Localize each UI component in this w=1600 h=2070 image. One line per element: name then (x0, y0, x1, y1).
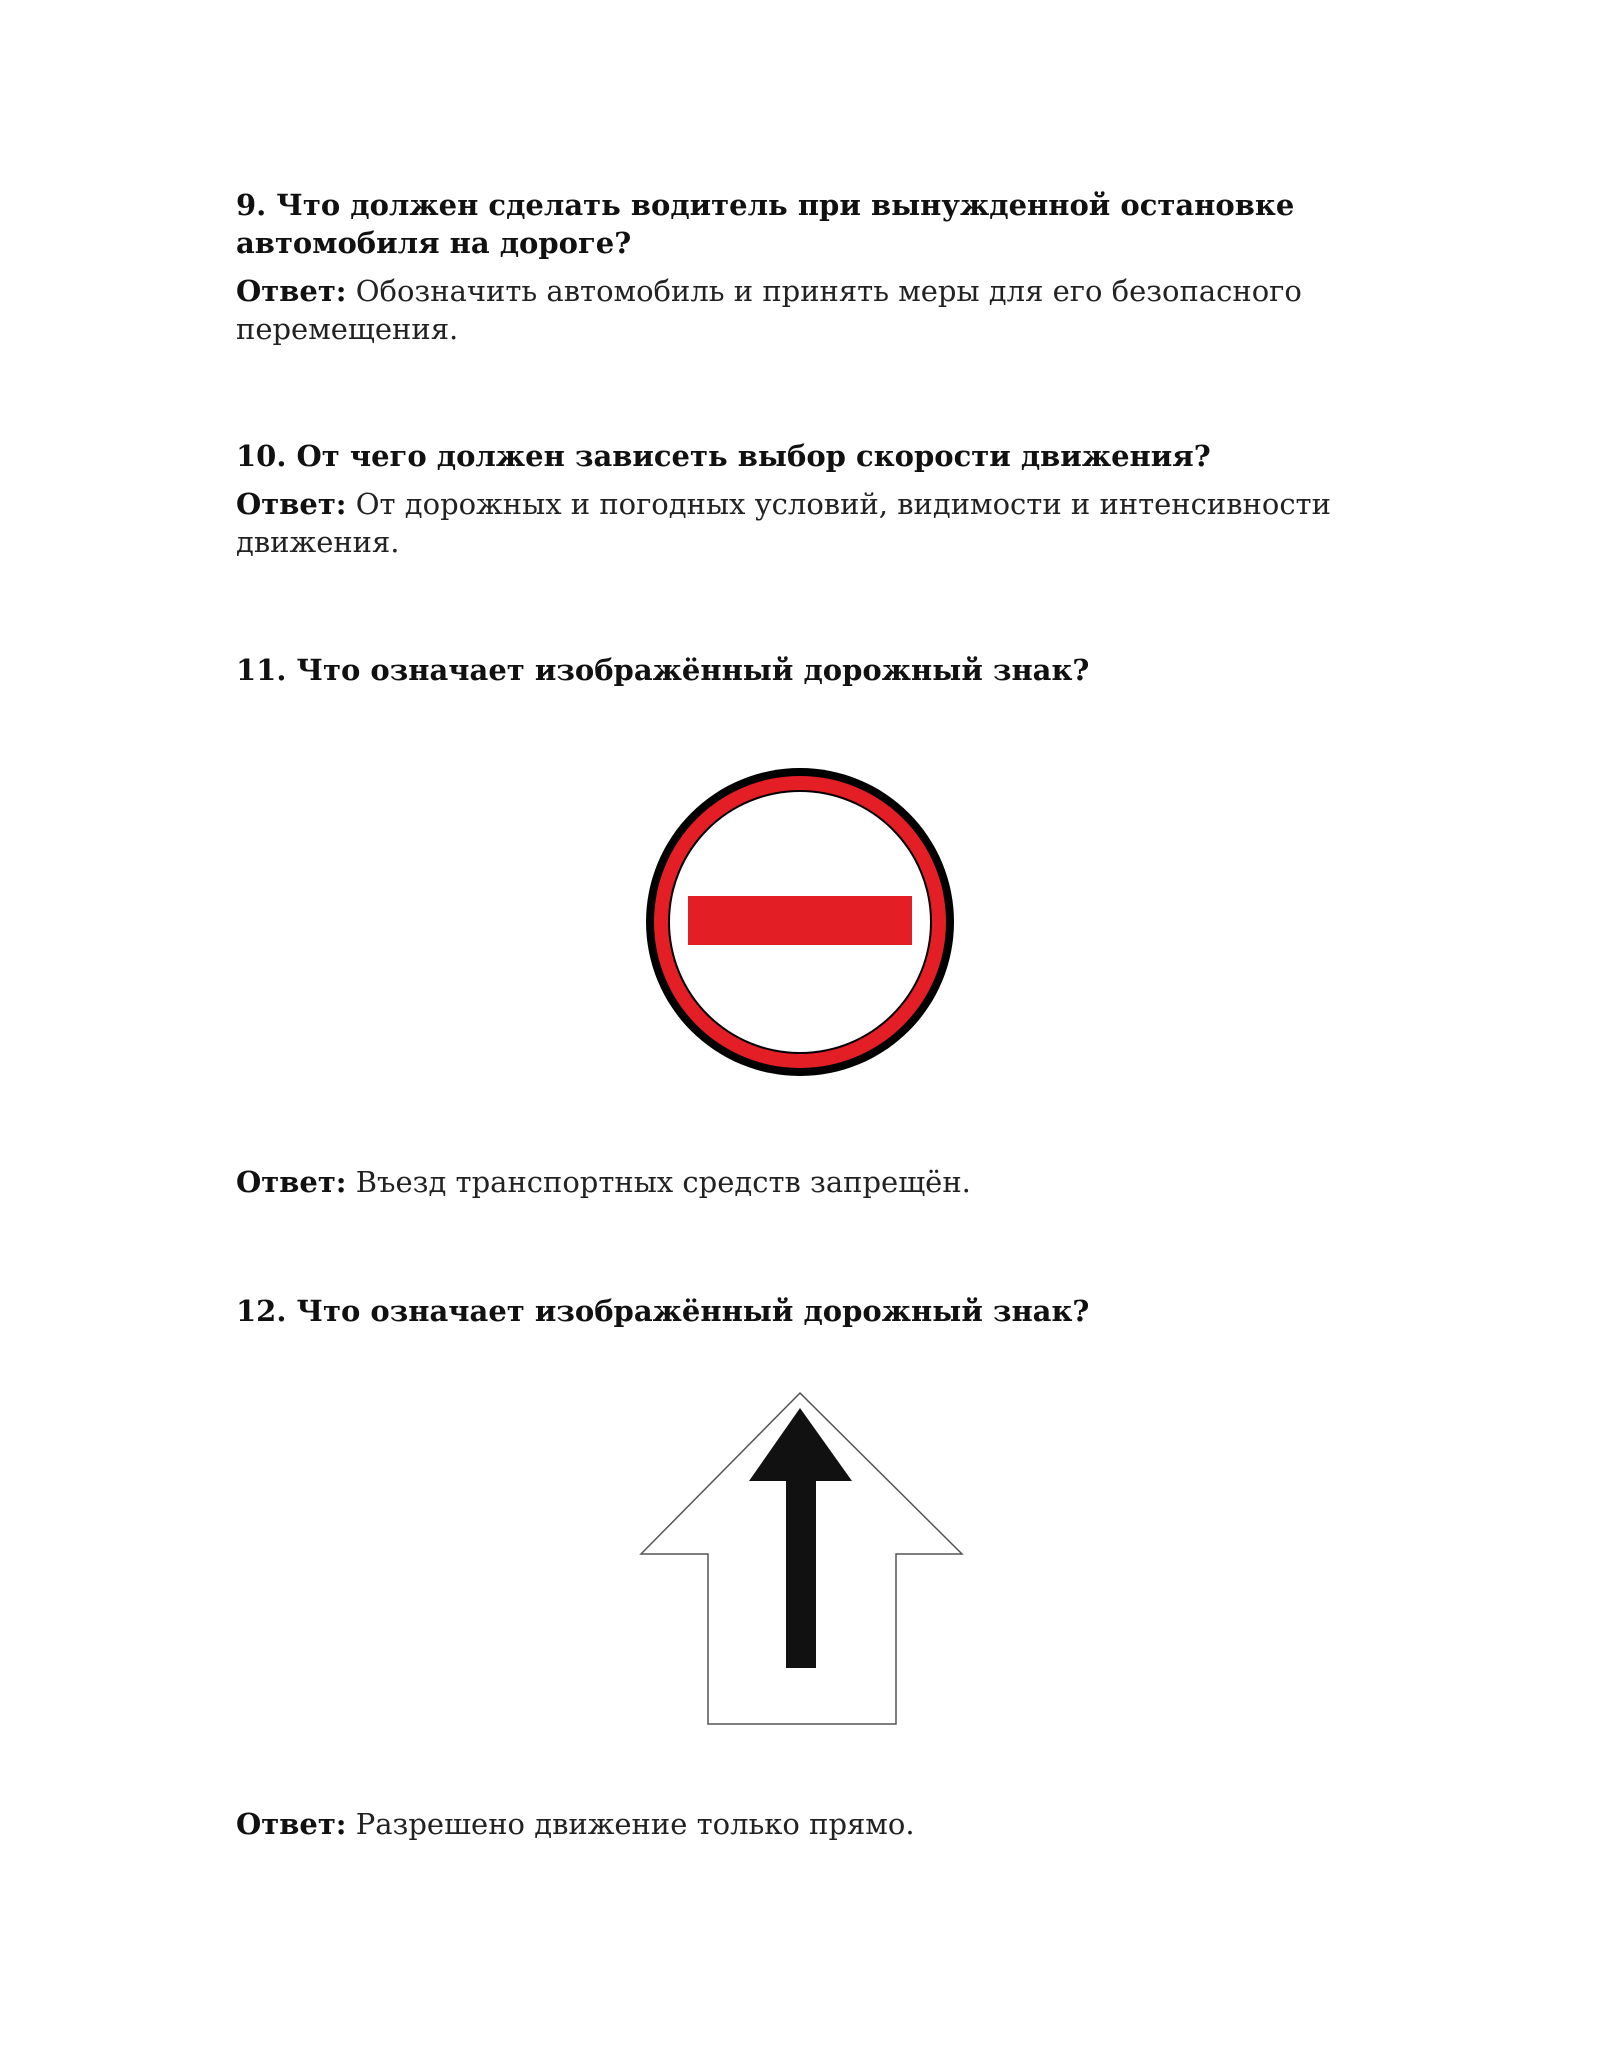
answer-label: Ответ: (236, 1165, 347, 1199)
answer-text (236, 1805, 1396, 1843)
answer-label: Ответ: (236, 1807, 347, 1841)
answer-label: Ответ: (236, 487, 347, 521)
question-block-11 (236, 651, 1396, 689)
answer-value: Разрешено движение только прямо. (355, 1807, 915, 1841)
question-block-10 (236, 437, 1396, 561)
answer-value: Обозначить автомобиль и принять меры для его безопасного перемещения. (236, 274, 1302, 346)
question-text: 11. Что означает изображённый дорожный знак? (236, 653, 1090, 687)
straight-only-sign-icon (638, 1390, 968, 1730)
question-text: 9. Что должен сделать водитель при вынужденной остановке автомобиля на дороге? (236, 188, 1295, 260)
answer-label: Ответ: (236, 274, 347, 308)
no-entry-sign-icon (640, 762, 960, 1082)
answer-text (236, 485, 1396, 561)
question-block-9 (236, 186, 1396, 348)
question-text: 12. Что означает изображённый дорожный знак? (236, 1294, 1090, 1328)
answer-value: Въезд транспортных средств запрещён. (355, 1165, 971, 1199)
answer-block-11 (236, 1163, 1396, 1201)
answer-text (236, 1163, 1396, 1201)
answer-block-12 (236, 1805, 1396, 1843)
answer-text (236, 272, 1396, 348)
question-text: 10. От чего должен зависеть выбор скорости движения? (236, 439, 1211, 473)
answer-value: От дорожных и погодных условий, видимости и интенсивности движения. (236, 487, 1331, 559)
question-block-12 (236, 1292, 1396, 1330)
